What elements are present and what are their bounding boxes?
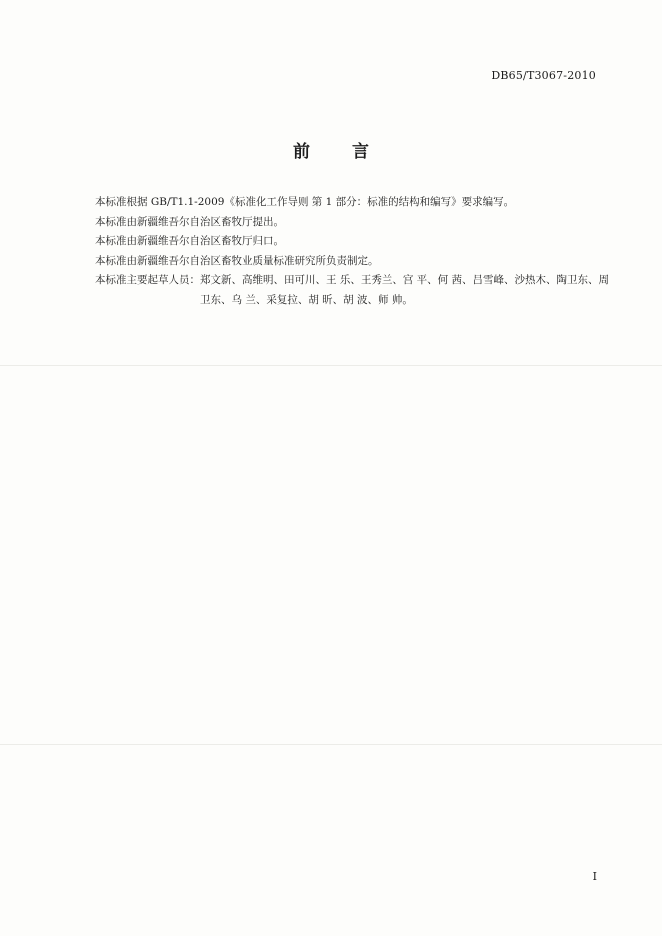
drafters-label: 本标准主要起草人员：	[95, 274, 200, 287]
preface-line: 本标准根据 GB/T1.1-2009《标准化工作导则 第 1 部分：标准的结构和编写》要求编写。	[95, 196, 515, 208]
drafters-names: 郑文新、高维明、田可川、王 乐、王秀兰、宫 平、何 茜、吕雪峰、沙热木、陶卫东、周卫东、乌 兰、采复拉、胡 昕、胡 波、师 帅。	[200, 274, 610, 306]
preface-line: 本标准由新疆维吾尔自治区畜牧厅提出。	[95, 215, 284, 228]
standard-number: DB65/T3067-2010	[491, 69, 596, 82]
preface-line: 本标准由新疆维吾尔自治区畜牧业质量标准研究所负责制定。	[95, 254, 379, 267]
drafters-paragraph	[95, 271, 610, 310]
preface-line: 本标准由新疆维吾尔自治区畜牧厅归口。	[95, 235, 284, 248]
page-title: 前言	[293, 142, 411, 162]
scan-artifact-line-top	[0, 365, 662, 366]
page-number: I	[592, 870, 597, 883]
scan-artifact-line-bottom	[0, 744, 662, 745]
preface-body	[95, 193, 610, 311]
